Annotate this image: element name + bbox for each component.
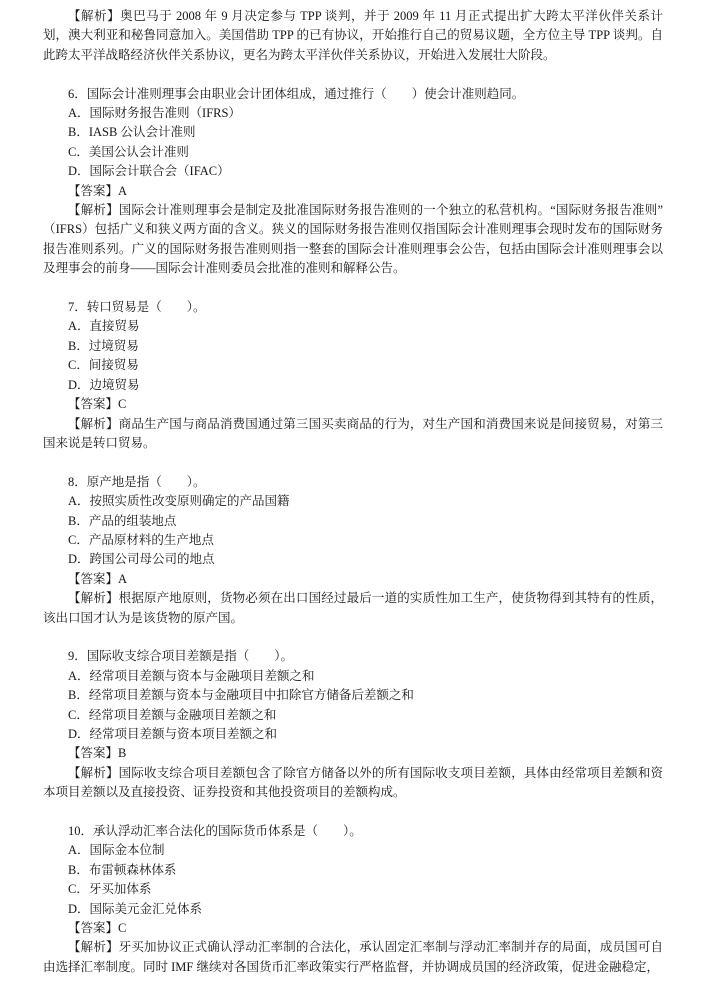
question-option-d: D．边境贸易 (68, 377, 140, 392)
question-option-c: C．美国公认会计准则 (68, 144, 189, 159)
question-option-b: B．产品的组装地点 (68, 513, 177, 528)
question-block-9 (43, 647, 663, 802)
analysis-paragraph: 【解析】国际收支综合项目差额包含了除官方储备以外的所有国际收支项目差额，具体由经常项目差额和资本项目差额以及直接投资、证券投资和其他投资项目的差额构成。 (43, 765, 663, 800)
question-option-d: D．国际美元金汇兑体系 (68, 901, 203, 916)
question-option-b: B．过境贸易 (68, 338, 139, 353)
question-block-7 (43, 298, 663, 453)
question-option-b: B．布雷顿森林体系 (68, 862, 177, 877)
question-option-a: A．按照实质性改变原则确定的产品国籍 (68, 494, 290, 509)
question-block-10 (43, 822, 663, 977)
question-option-b: B．IASB 公认会计准则 (68, 125, 196, 140)
analysis-paragraph: 【解析】根据原产地原则，货物必须在出口国经过最后一道的实质性加工生产，使货物得到其特有的性质，该出口国才认为是该货物的原产国。 (43, 591, 663, 625)
question-option-a: A．经常项目差额与资本与金融项目差额之和 (68, 668, 315, 683)
question-option-b: B．经常项目差额与资本与金融项目中扣除官方储备后差额之和 (68, 688, 414, 703)
question-option-d: D．经常项目差额与资本项目差额之和 (68, 726, 278, 741)
answer-line: 【答案】C (68, 921, 127, 936)
question-option-c: C．经常项目差额与金融项目差额之和 (68, 707, 277, 722)
question-option-d: D．跨国公司母公司的地点 (68, 552, 215, 567)
analysis-paragraph: 【解析】牙买加协议正式确认浮动汇率制的合法化，承认固定汇率制与浮动汇率制并存的局面，成员国可自由选择汇率制度。同时 IMF 继续对各国货币汇率政策实行严格监督，并协调成员国的经济政策，促进金融稳定， (43, 940, 663, 974)
answer-line: 【答案】A (68, 571, 128, 586)
question-option-a: A．国际财务报告准则（IFRS） (68, 106, 241, 121)
question-option-a: A．国际金本位制 (68, 843, 165, 858)
question-stem: 8．原产地是指（ ）。 (68, 474, 206, 489)
intro-analysis-block (43, 7, 663, 65)
answer-line: 【答案】B (68, 746, 127, 761)
question-stem: 10．承认浮动汇率合法化的国际货币体系是（ ）。 (68, 823, 362, 838)
answer-line: 【答案】C (68, 397, 127, 412)
question-option-d: D．国际会计联合会（IFAC） (68, 164, 230, 179)
question-block-6 (43, 85, 663, 279)
question-stem: 6．国际会计准则理事会由职业会计团体组成，通过推行（ ）使会计准则趋同。 (68, 86, 525, 101)
question-option-a: A．直接贸易 (68, 319, 140, 334)
question-option-c: C．间接贸易 (68, 358, 139, 373)
question-block-8 (43, 473, 663, 628)
question-option-c: C．产品原材料的生产地点 (68, 532, 214, 547)
question-stem: 7．转口贸易是（ ）。 (68, 300, 206, 315)
analysis-paragraph: 【解析】商品生产国与商品消费国通过第三国买卖商品的行为，对生产国和消费国来说是间接贸易，对第三国来说是转口贸易。 (43, 416, 663, 450)
question-stem: 9．国际收支综合项目差额是指（ ）。 (68, 649, 294, 664)
analysis-paragraph: 【解析】奥巴马于 2008 年 9 月决定参与 TPP 谈判，并于 2009 年 11 月正式提出扩大跨太平洋伙伴关系计划，澳大利亚和秘鲁同意加入。美国借助 TPP 的已有协议，开始推行自己的贸易议题，全方位主导 TPP 谈判。自此跨太平洋战略经济伙伴关系协议，更名为跨太平洋伙伴关系协议，开始进入发展壮大阶段。 (43, 9, 663, 62)
answer-line: 【答案】A (68, 183, 128, 198)
analysis-paragraph: 【解析】国际会计准则理事会是制定及批准国际财务报告准则的一个独立的私营机构。“国际财务报告准则”（IFRS）包括广义和狭义两方面的含义。狭义的国际财务报告准则仅指国际会计准则理事会现时发布的国际财务报告准则系列。广义的国际财务报告准则则指一整套的国际会计准则理事会公告，包括由国际会计准则理事会以及理事会的前身——国际会计准则委员会批准的准则和解释公告。 (43, 203, 663, 276)
question-option-c: C．牙买加体系 (68, 882, 152, 897)
